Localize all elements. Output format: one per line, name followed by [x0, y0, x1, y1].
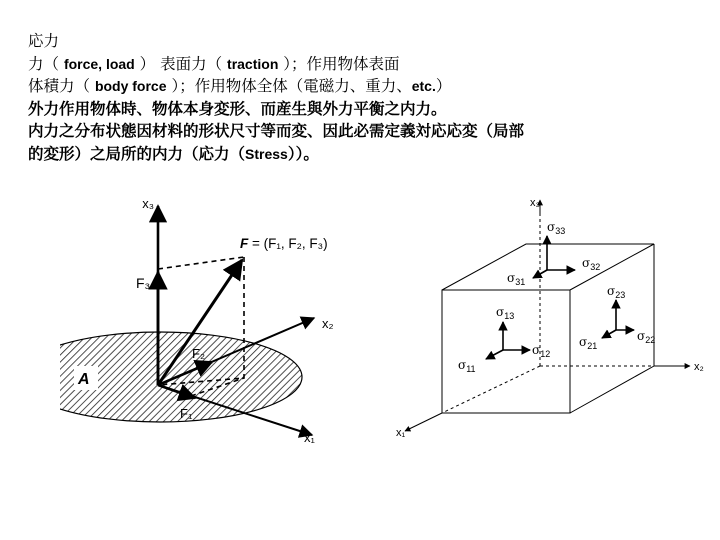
sigma-glyph: σ [637, 329, 646, 343]
line-distribution: 内力之分布状態因材料的形状尺寸等而変、因此必需定義対応応変（局部 [28, 122, 525, 140]
label-sigma32 [582, 256, 600, 272]
index-12: 12 [540, 349, 551, 359]
index-32: 32 [590, 262, 601, 272]
sigma-glyph: σ [579, 335, 588, 349]
line-body-part: ）；作用物体全体（電磁力、重力、 [166, 77, 412, 95]
label-x1: x₁ [396, 427, 406, 439]
label-sigma33 [547, 220, 565, 236]
sigma-glyph: σ [547, 220, 556, 234]
label-sigma21 [579, 335, 597, 351]
line-traction-part: 力（ [28, 54, 64, 73]
index-21: 21 [587, 341, 598, 351]
label-area: A [78, 371, 90, 388]
axis-x1 [405, 413, 442, 431]
line-stress [28, 143, 708, 166]
stress-group-side [579, 284, 655, 351]
cube-front-face [442, 290, 570, 413]
line-internal-force: 外力作用物体時、物体本身変形、而産生與外力平衡之内力。 [28, 99, 447, 118]
sigma-glyph: σ [496, 305, 505, 319]
label-f3: F₃ [136, 275, 151, 291]
label-x2: x₂ [694, 361, 704, 373]
index-23: 23 [615, 290, 626, 300]
label-sigma23 [607, 284, 625, 300]
label-f2: F₂ [192, 346, 205, 361]
stress-group-front [458, 305, 550, 374]
arrow-sigma31 [533, 270, 547, 278]
sigma-glyph: σ [458, 358, 467, 372]
dashed-f3-link [158, 257, 244, 269]
index-11: 11 [466, 364, 476, 374]
label-sigma11 [458, 358, 476, 374]
line-body-force [28, 75, 708, 98]
line-stress-part: 的変形）之局所的内力（応力（ [28, 144, 246, 163]
term-traction: traction [227, 55, 279, 72]
label-f1: F₁ [180, 406, 193, 421]
sigma-glyph: σ [507, 271, 516, 285]
index-13: 13 [504, 311, 515, 321]
force-formula-components: = (F₁, F₂, F₃) [248, 236, 328, 251]
index-22: 22 [645, 335, 656, 345]
force-vector-figure [60, 192, 360, 452]
label-x3: x₃ [142, 196, 154, 211]
arrow-sigma21 [602, 330, 616, 338]
title: 応力 [28, 32, 60, 50]
label-x1: x₁ [304, 430, 315, 445]
line-traction [28, 53, 708, 76]
term-stress: Stress [245, 145, 288, 162]
sigma-glyph: σ [582, 256, 591, 270]
label-x2: x₂ [322, 316, 334, 331]
term-etc: etc. [411, 78, 436, 94]
line-body-part: 体積力（ [28, 77, 95, 95]
label-sigma31 [507, 271, 525, 287]
line-body-part: ） [435, 77, 452, 95]
sigma-glyph: σ [607, 284, 616, 298]
line-stress-part: ））。 [287, 144, 319, 163]
force-formula [240, 236, 328, 251]
label-sigma12 [532, 343, 550, 359]
line-traction-part: ） 表面力（ [134, 54, 228, 73]
stress-cube-figure [390, 192, 715, 440]
force-formula-f: F [240, 236, 249, 251]
index-33: 33 [555, 226, 566, 236]
cube-top-face [442, 244, 654, 290]
arrow-sigma11 [486, 350, 503, 359]
line-traction-part: ）；作用物体表面 [278, 54, 400, 73]
stress-group-top [507, 220, 600, 287]
axis-x1-hidden [442, 366, 540, 413]
term-force-load: force, load [63, 55, 135, 72]
label-sigma13 [496, 305, 514, 321]
text-block [28, 30, 708, 165]
label-sigma22 [637, 329, 655, 345]
sigma-glyph: σ [532, 343, 541, 357]
label-x3: x₃ [530, 197, 540, 209]
term-body-force: body force [94, 78, 167, 94]
index-31: 31 [515, 277, 526, 287]
